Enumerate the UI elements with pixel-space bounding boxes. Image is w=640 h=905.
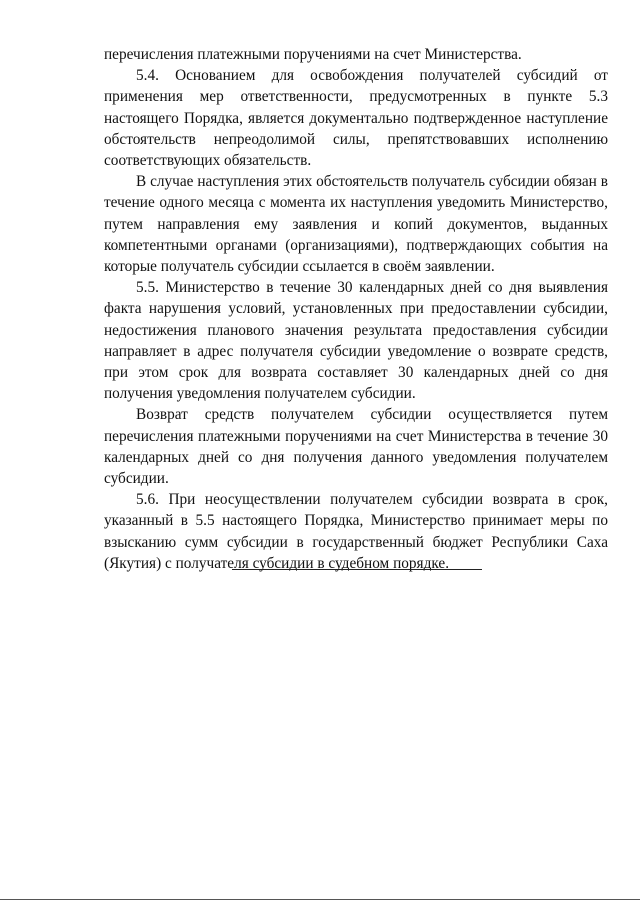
paragraph-5-5: 5.5. Министерство в течение 30 календарных дней со дня выявления факта нарушения условий, установленных при предоставлении субсидии, недостижения планового значения результата предоставления субсидии направляет в адрес получателя субсидии уведомление о возврате средств, при этом срок для возврата составляет 30 календарных дней со дня получения уведомления получателем субсидии. bbox=[104, 279, 608, 403]
end-of-text-rule bbox=[232, 569, 482, 570]
scan-bottom-edge bbox=[0, 899, 640, 900]
paragraph-continuation: перечисления платежными поручениями на счет Министерства. bbox=[104, 46, 522, 63]
paragraph-5-6: 5.6. При неосуществлении получателем субсидии возврата в срок, указанный в 5.5 настоящего Порядка, Министерство принимает меры по взысканию сумм субсидии в государственный бюджет Республики Саха (Якутия) с получателя субсидии в судебном порядке. bbox=[104, 491, 608, 572]
paragraph-5-4: 5.4. Основанием для освобождения получателей субсидий от применения мер ответственности, предусмотренных в пункте 5.3 настоящего Порядка, является документально подтвержденное наступление обстоятельств непреодолимой силы, препятствовавших исполнению соответствующих обязательств. bbox=[104, 67, 608, 170]
paragraph-force-majeure-notice: В случае наступления этих обстоятельств получатель субсидии обязан в течение одного месяца с момента их наступления уведомить Министерство, путем направления ему заявления и копий документов, выданных компетентными органами (организациями), подтверждающих события на которые получатель субсидии ссылается в своём заявлении. bbox=[104, 173, 608, 276]
paragraph-refund-procedure: Возврат средств получателем субсидии осуществляется путем перечисления платежными поручениями на счет Министерства в течение 30 календарных дней со дня получения данного уведомления получателем субсидии. bbox=[104, 406, 608, 488]
document-body bbox=[104, 44, 608, 574]
